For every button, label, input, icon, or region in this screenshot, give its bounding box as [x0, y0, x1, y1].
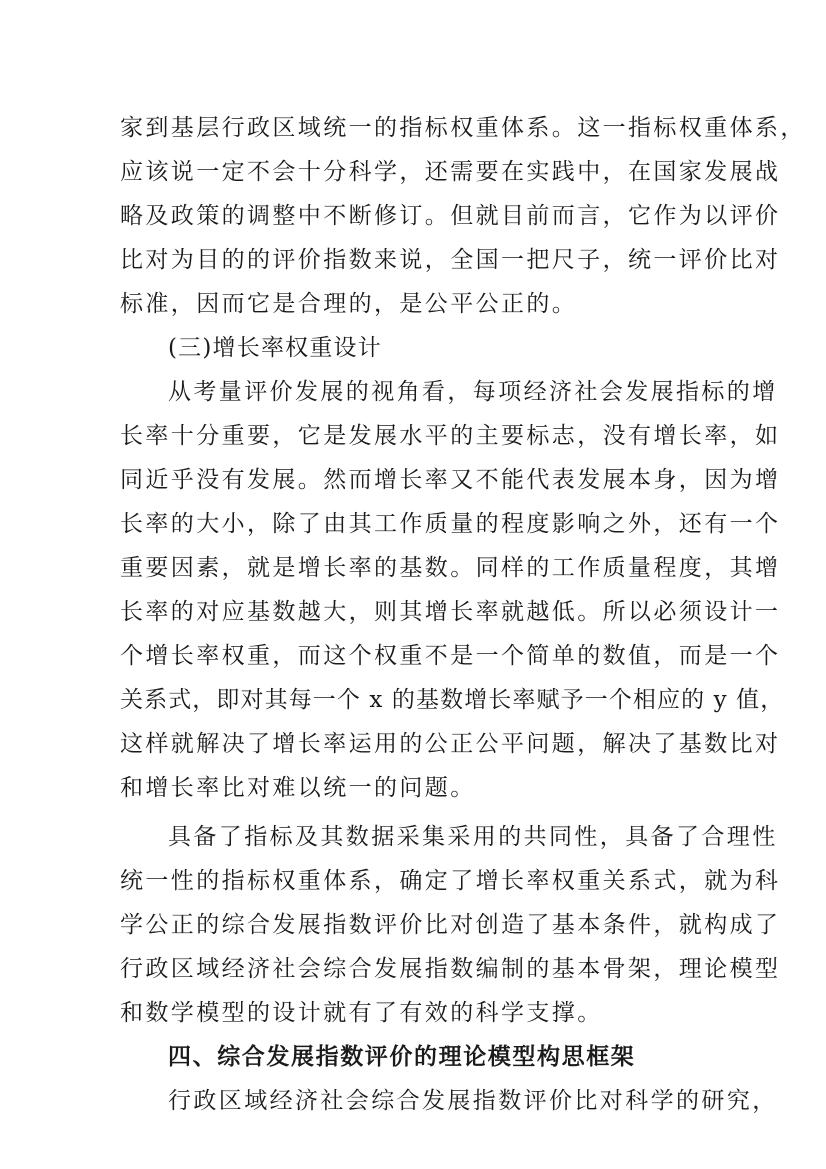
paragraph-line: 长率的对应基数越大，则其增长率就越低。所以必须设计一: [120, 599, 781, 625]
paragraph-line: 这样就解决了增长率运用的公正公平问题，解决了基数比对: [120, 731, 781, 757]
paragraph-line: 应该说一定不会十分科学，还需要在实践中，在国家发展战: [120, 159, 781, 185]
paragraph-line: 标准，因而它是合理的，是公平公正的。: [120, 291, 578, 317]
paragraph-line: 和增长率比对难以统一的问题。: [120, 775, 476, 801]
paragraph-line: 重要因素，就是增长率的基数。同样的工作质量程度，其增: [120, 555, 781, 581]
paragraph-line: 具备了指标及其数据采集采用的共同性，具备了合理性: [168, 824, 778, 850]
section-heading: 四、综合发展指数评价的理论模型构思框架: [168, 1044, 636, 1070]
paragraph-line: 行政区域经济社会综合发展指数评价比对科学的研究，: [168, 1088, 778, 1114]
paragraph-line: 关系式，即对其每一个 x 的基数增长率赋予一个相应的 y 值，: [120, 687, 785, 713]
paragraph-line: 和数学模型的设计就有了有效的科学支撑。: [120, 1000, 603, 1026]
paragraph-line: 从考量评价发展的视角看，每项经济社会发展指标的增: [168, 379, 778, 405]
paragraph-line: 统一性的指标权重体系，确定了增长率权重关系式，就为科: [120, 868, 781, 894]
paragraph-line: 长率十分重要，它是发展水平的主要标志，没有增长率，如: [120, 423, 781, 449]
paragraph-line: 家到基层行政区域统一的指标权重体系。这一指标权重体系，: [120, 115, 806, 141]
paragraph-line: 长率的大小，除了由其工作质量的程度影响之外，还有一个: [120, 511, 781, 537]
paragraph-line: 行政区域经济社会综合发展指数编制的基本骨架，理论模型: [120, 956, 781, 982]
section-subheading: (三)增长率权重设计: [168, 335, 382, 361]
paragraph-line: 同近乎没有发展。然而增长率又不能代表发展本身，因为增: [120, 467, 781, 493]
paragraph-line: 个增长率权重，而这个权重不是一个简单的数值，而是一个: [120, 643, 781, 669]
paragraph-line: 学公正的综合发展指数评价比对创造了基本条件，就构成了: [120, 912, 781, 938]
paragraph-line: 比对为目的的评价指数来说，全国一把尺子，统一评价比对: [120, 247, 781, 273]
paragraph-line: 略及政策的调整中不断修订。但就目前而言，它作为以评价: [120, 203, 781, 229]
